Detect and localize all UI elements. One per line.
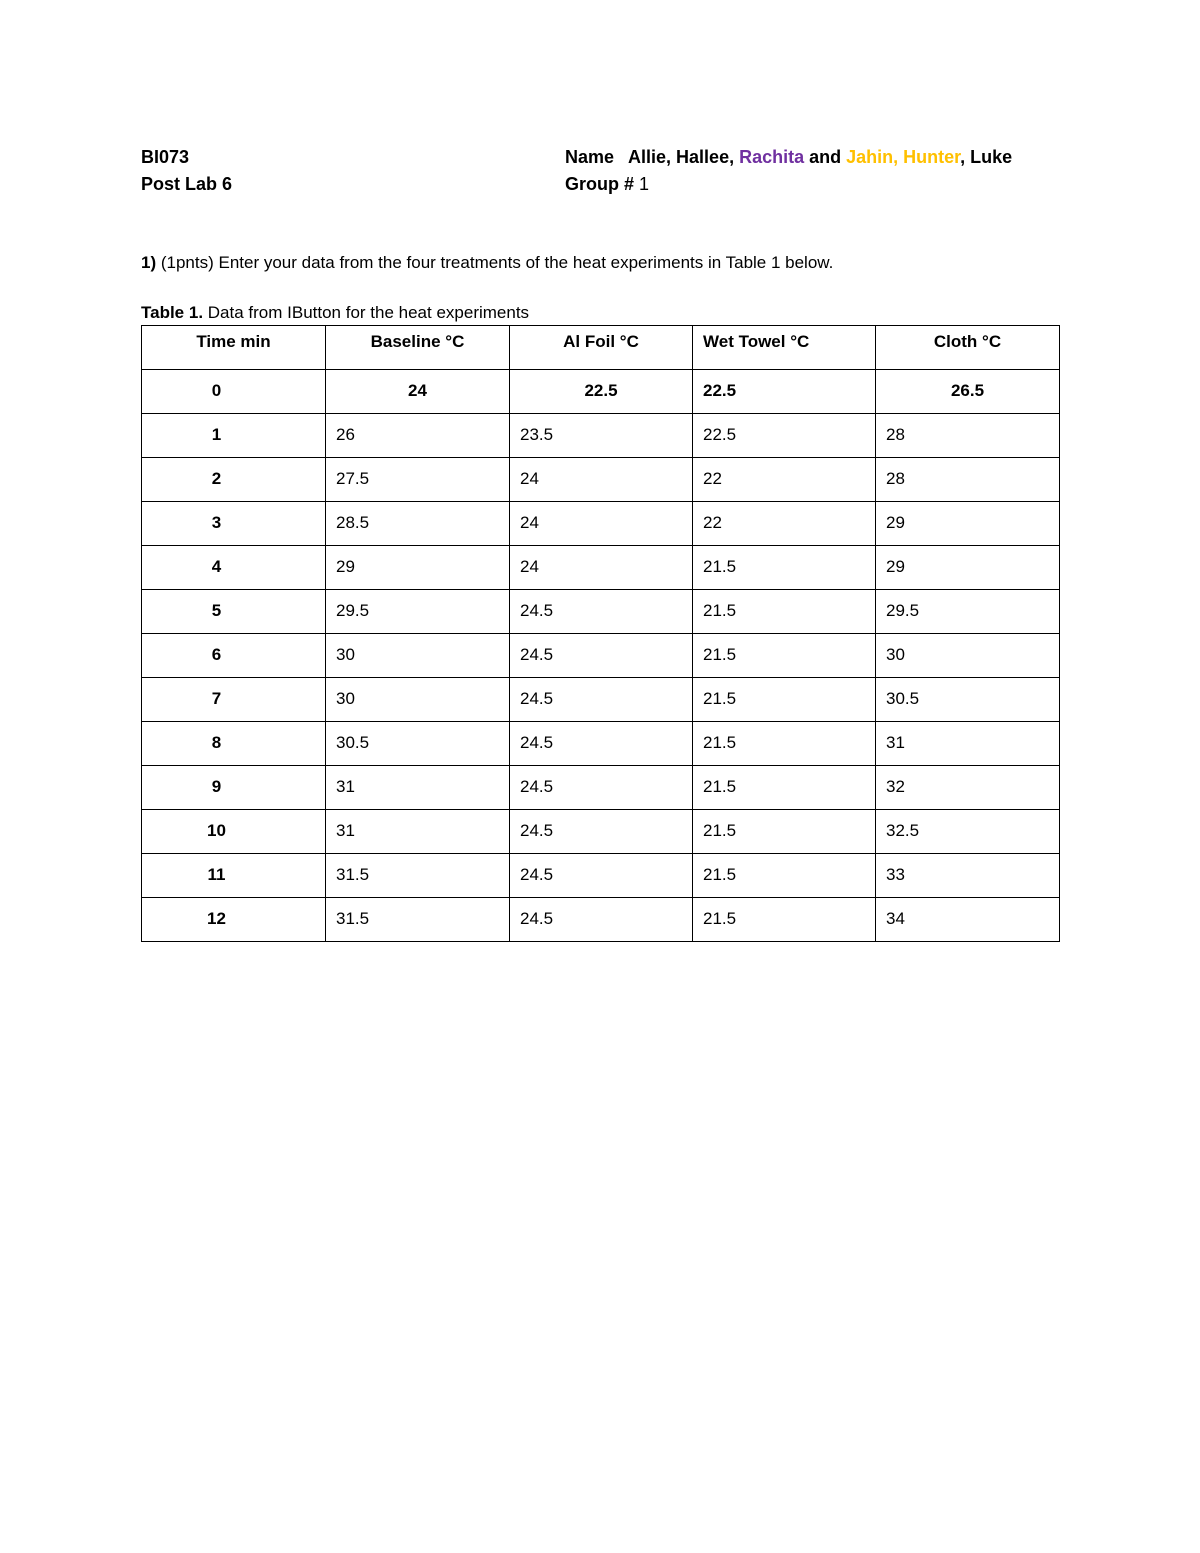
cell-wet-towel: 21.5: [693, 722, 876, 766]
table-caption: [141, 302, 529, 324]
question-number: 1): [141, 253, 157, 272]
cell-wet-towel: 21.5: [693, 766, 876, 810]
table-row: [142, 634, 1060, 678]
table-row: [142, 546, 1060, 590]
header-left: [141, 144, 232, 198]
cell-time: 7: [142, 678, 326, 722]
cell-wet-towel: 22: [693, 458, 876, 502]
group-label: Group #: [565, 174, 635, 194]
lab-title: Post Lab 6: [141, 174, 233, 194]
table-row: [142, 502, 1060, 546]
cell-al-foil: 24.5: [510, 766, 693, 810]
name-segment: , Luke: [960, 147, 1013, 167]
student-names: [628, 147, 1012, 167]
cell-time: 4: [142, 546, 326, 590]
cell-al-foil: 24: [510, 546, 693, 590]
cell-cloth: 32: [876, 766, 1060, 810]
name-segment: Allie, Hallee,: [628, 147, 740, 167]
cell-baseline: 27.5: [326, 458, 510, 502]
cell-wet-towel: 21.5: [693, 590, 876, 634]
cell-cloth: 32.5: [876, 810, 1060, 854]
cell-baseline: 31: [326, 810, 510, 854]
header-right: [565, 144, 1012, 198]
cell-baseline: 29.5: [326, 590, 510, 634]
column-header-wet-towel: Wet Towel °C: [693, 326, 876, 370]
cell-time: 2: [142, 458, 326, 502]
cell-time: 10: [142, 810, 326, 854]
column-header-cloth: Cloth °C: [876, 326, 1060, 370]
cell-al-foil: 24.5: [510, 634, 693, 678]
cell-baseline: 31.5: [326, 854, 510, 898]
cell-baseline: 30: [326, 634, 510, 678]
cell-al-foil: 24.5: [510, 678, 693, 722]
group-line: [565, 171, 1012, 198]
cell-baseline: 24: [326, 370, 510, 414]
table-body: [142, 370, 1060, 942]
cell-wet-towel: 22.5: [693, 370, 876, 414]
cell-al-foil: 23.5: [510, 414, 693, 458]
cell-al-foil: 24.5: [510, 854, 693, 898]
cell-al-foil: 24: [510, 458, 693, 502]
table-row: [142, 370, 1060, 414]
cell-cloth: 26.5: [876, 370, 1060, 414]
name-line: [565, 144, 1012, 171]
column-header-al-foil: Al Foil °C: [510, 326, 693, 370]
column-header-time: Time min: [142, 326, 326, 370]
cell-al-foil: 24.5: [510, 590, 693, 634]
cell-wet-towel: 21.5: [693, 634, 876, 678]
cell-baseline: 26: [326, 414, 510, 458]
cell-wet-towel: 21.5: [693, 546, 876, 590]
cell-baseline: 30: [326, 678, 510, 722]
cell-cloth: 28: [876, 458, 1060, 502]
cell-wet-towel: 22: [693, 502, 876, 546]
cell-cloth: 29: [876, 546, 1060, 590]
question-1: [141, 251, 833, 275]
table-row: [142, 458, 1060, 502]
cell-al-foil: 24.5: [510, 898, 693, 942]
cell-al-foil: 22.5: [510, 370, 693, 414]
cell-al-foil: 24: [510, 502, 693, 546]
cell-time: 3: [142, 502, 326, 546]
cell-baseline: 31.5: [326, 898, 510, 942]
table-row: [142, 722, 1060, 766]
cell-baseline: 28.5: [326, 502, 510, 546]
table-row: [142, 854, 1060, 898]
table-row: [142, 678, 1060, 722]
course-code: BI073: [141, 147, 190, 167]
cell-cloth: 30: [876, 634, 1060, 678]
cell-cloth: 30.5: [876, 678, 1060, 722]
name-label: Name: [565, 147, 615, 167]
cell-time: 8: [142, 722, 326, 766]
cell-wet-towel: 21.5: [693, 810, 876, 854]
table-row: [142, 898, 1060, 942]
cell-cloth: 29: [876, 502, 1060, 546]
cell-cloth: 34: [876, 898, 1060, 942]
cell-wet-towel: 21.5: [693, 898, 876, 942]
cell-baseline: 29: [326, 546, 510, 590]
cell-al-foil: 24.5: [510, 722, 693, 766]
name-segment: Jahin, Hunter: [846, 147, 961, 167]
cell-wet-towel: 21.5: [693, 678, 876, 722]
heat-data-table: [141, 325, 1060, 942]
cell-cloth: 28: [876, 414, 1060, 458]
group-number: 1: [639, 174, 650, 194]
cell-baseline: 31: [326, 766, 510, 810]
table-row: [142, 766, 1060, 810]
cell-cloth: 31: [876, 722, 1060, 766]
table-header-row: [142, 326, 1060, 370]
table-row: [142, 810, 1060, 854]
cell-time: 5: [142, 590, 326, 634]
cell-cloth: 29.5: [876, 590, 1060, 634]
question-text: (1pnts) Enter your data from the four treatments of the heat experiments in Table 1 below.: [160, 253, 834, 272]
cell-al-foil: 24.5: [510, 810, 693, 854]
cell-baseline: 30.5: [326, 722, 510, 766]
cell-time: 11: [142, 854, 326, 898]
table-caption-text: Data from IButton for the heat experiments: [207, 303, 530, 322]
table-caption-label: Table 1.: [141, 303, 204, 322]
cell-time: 9: [142, 766, 326, 810]
table-row: [142, 590, 1060, 634]
table-row: [142, 414, 1060, 458]
name-segment: and: [804, 147, 847, 167]
cell-time: 0: [142, 370, 326, 414]
cell-time: 1: [142, 414, 326, 458]
column-header-baseline: Baseline °C: [326, 326, 510, 370]
cell-time: 6: [142, 634, 326, 678]
cell-wet-towel: 21.5: [693, 854, 876, 898]
cell-wet-towel: 22.5: [693, 414, 876, 458]
cell-cloth: 33: [876, 854, 1060, 898]
name-segment: Rachita: [739, 147, 805, 167]
cell-time: 12: [142, 898, 326, 942]
